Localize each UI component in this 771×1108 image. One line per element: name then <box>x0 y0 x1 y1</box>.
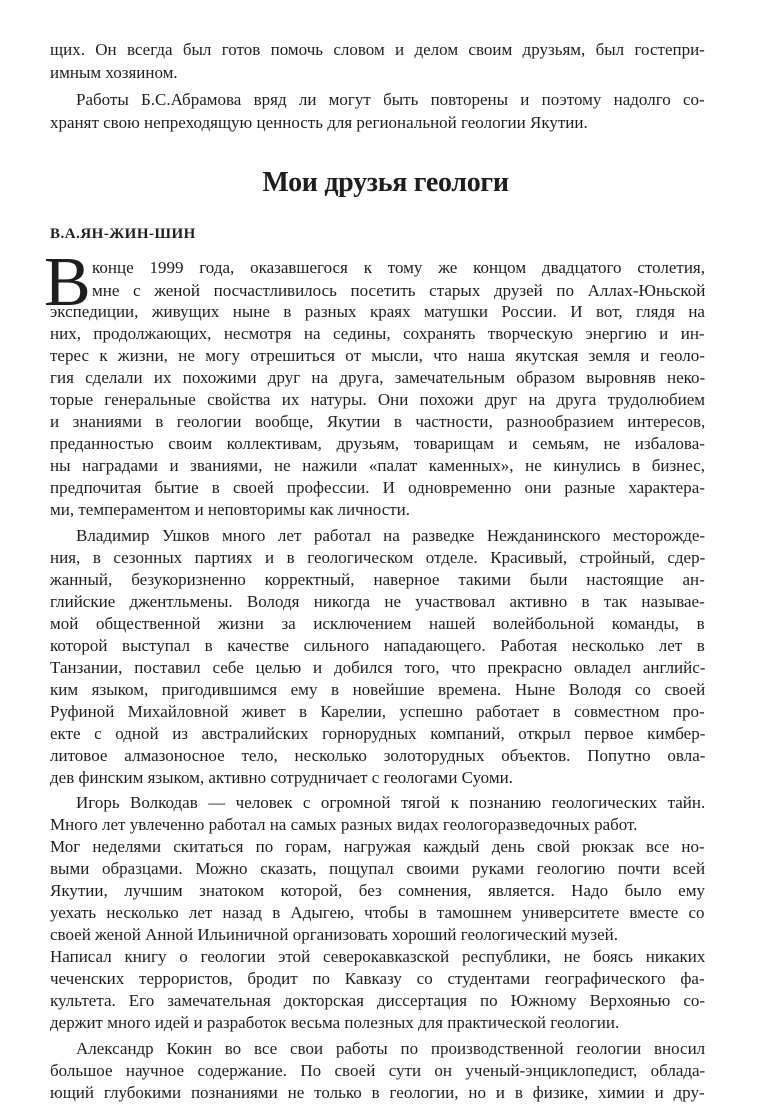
body-line: чеченских террористов, бродит по Кавказу со студентами географического фа- <box>50 969 705 988</box>
drop-cap-letter: В <box>44 244 91 321</box>
body-line: держит много идей и разработок весьма полезных для практической геологии. <box>50 1013 620 1032</box>
body-line: предпочитая бытие в своей профессии. И одновременно они разные характера- <box>50 478 705 497</box>
body-line: ющий глубокими познаниями не только в геологии, но и в физике, химии и дру- <box>50 1083 705 1102</box>
body-line: мой общественной жизни за исключением нашей волейбольной команды, в <box>50 614 705 633</box>
body-line: мне с женой посчастливилось посетить старых друзей по Аллах-Юньской <box>92 281 706 300</box>
body-line: Игорь Волкодав — человек с огромной тягой к познанию геологических тайн. <box>76 793 706 812</box>
body-line: Танзании, поставил себе целью и добился того, что прекрасно овладел английс- <box>50 658 706 677</box>
body-line: жанный, безукоризненно корректный, наверное такими были настоящие ан- <box>50 570 705 589</box>
body-line: Александр Кокин во все свои работы по производственной геологии вносил <box>76 1039 706 1058</box>
body-line: Мог неделями скитаться по горам, нагружая каждый день свой рюкзак все но- <box>50 837 705 856</box>
body-line: большое научное содержание. По своей сути он ученый-энциклопедист, облада- <box>50 1061 706 1080</box>
body-line: ния, в сезонных партиях и в геологическом отделе. Красивый, стройный, сдер- <box>50 548 706 567</box>
body-line: преданностью своим коллективам, друзьям, товарищам и семьям, не избалова- <box>50 434 705 453</box>
body-line: и знаниями в геологии вообще, Якутии в частности, разнообразием интересов, <box>50 412 706 431</box>
intro-line: имным хозяином. <box>50 63 178 82</box>
body-line: екте с одной из австралийских горнорудных компаний, открыл первое кимбер- <box>50 724 706 743</box>
body-line: уехать несколько лет назад в Адыгею, чтобы в тамошнем университете вместе со <box>50 903 705 922</box>
body-line: культета. Его замечательная докторская диссертация по Южному Верхоянью со- <box>50 991 706 1010</box>
body-line: Владимир Ушков много лет работал на разведке Нежданинского месторожде- <box>76 526 706 545</box>
body-line: глийские джентльмены. Володя никогда не участвовал активно в так называе- <box>50 592 705 611</box>
body-line: конце 1999 года, оказавшегося к тому же концом двадцатого столетия, <box>92 258 705 277</box>
body-line: ким языком, пригодившимся ему в новейшие времена. Ныне Володя со своей <box>50 680 706 699</box>
body-line: Написал книгу о геологии этой северокавказской республики, не боясь никаких <box>50 947 706 966</box>
body-line: Руфиной Михайловной живет в Карелии, успешно работает в совместном про- <box>50 702 705 721</box>
body-line: Якутии, лучшим знатоком которой, без сомнения, является. Надо было ему <box>50 881 705 900</box>
body-line: ны наградами и званиями, не нажили «палат каменных», не кинулись в бизнес, <box>50 456 706 475</box>
intro-line: щих. Он всегда был готов помочь словом и делом своим друзьям, был гостепри- <box>50 40 705 59</box>
intro-line: Работы Б.С.Абрамова вряд ли могут быть повторены и поэтому надолго со- <box>76 90 705 109</box>
intro-line: хранят свою непреходящую ценность для региональной геологии Якутии. <box>50 113 588 132</box>
body-line: гия сделали их похожими друг на друга, замечательным образом выровняв неко- <box>50 368 706 387</box>
body-line: торые генеральные свойства их натуры. Они похожи друг на друга трудолюбием <box>50 390 706 409</box>
article-title: Мои друзья геологи <box>262 167 509 198</box>
body-line: Много лет увлеченно работал на самых разных видах геологоразведочных работ. <box>50 815 638 834</box>
body-line: экспедиции, живущих ныне в разных краях матушки России. И вот, глядя на <box>50 302 705 321</box>
body-line: литовое алмазоносное тело, несколько золоторудных объектов. Попутно овла- <box>50 746 706 765</box>
article-author: В.А.ЯН-ЖИН-ШИН <box>50 226 196 242</box>
body-line: ми, темпераментом и неповторимы как личности. <box>50 500 411 519</box>
body-line: терес к жизни, не могу отрешиться от мысли, что наша якутская земля и геоло- <box>50 346 705 365</box>
body-line: них, продолжающих, несмотря на седины, сохранять творческую энергию и ин- <box>50 324 705 343</box>
body-line: выми образцами. Можно сказать, пощупал своими руками геологию почти всей <box>50 859 706 878</box>
body-line: своей женой Анной Ильиничной организовать хороший геологический музей. <box>50 925 619 944</box>
body-line: которой выступал в качестве сильного нападающего. Работая несколько лет в <box>50 636 705 655</box>
body-line: дев финским языком, активно сотрудничает с геологами Суоми. <box>50 768 513 787</box>
